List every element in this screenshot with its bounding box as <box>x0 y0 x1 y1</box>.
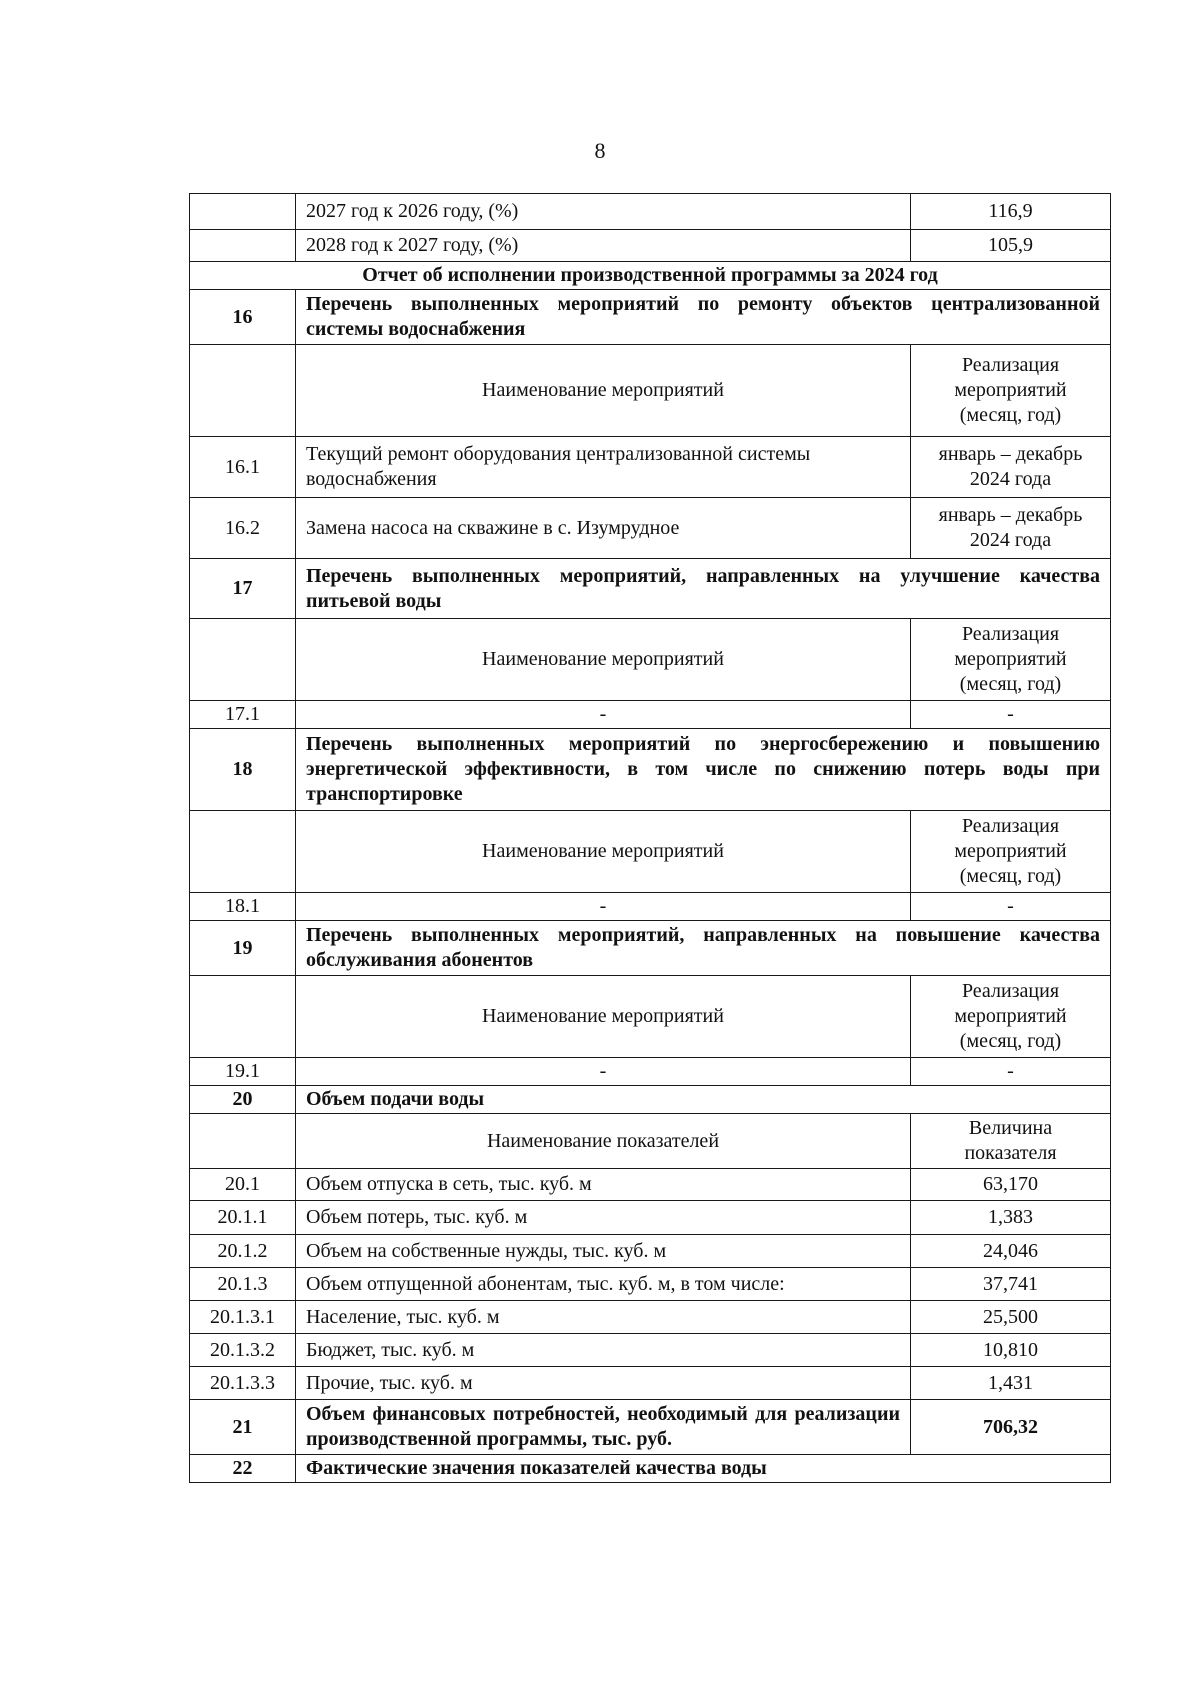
row-number: 20.1.3.3 <box>190 1367 296 1400</box>
section-number: 16 <box>190 290 296 345</box>
empty-realization: - <box>911 701 1111 729</box>
realization-header: Реализация мероприятий (месяц, год) <box>911 811 1111 893</box>
row-label: Прочие, тыс. куб. м <box>296 1367 911 1400</box>
section-row <box>190 1086 1111 1114</box>
table-row <box>190 701 1111 729</box>
section-row <box>190 1455 1111 1483</box>
row-value: январь – декабрь 2024 года <box>911 498 1111 559</box>
section-title: Перечень выполненных мероприятий по энергосбережению и повышению энергетической эффективности, в том числе по снижению потерь воды при транспортировке <box>296 729 1111 811</box>
section-number: 17 <box>190 559 296 619</box>
section-title: Объем финансовых потребностей, необходимый для реализации производственной программы, тыс. руб. <box>296 1400 911 1455</box>
row-number <box>190 1114 296 1169</box>
realization-header: Реализация мероприятий (месяц, год) <box>911 976 1111 1058</box>
row-value: 1,431 <box>911 1367 1111 1400</box>
row-value: январь – декабрь 2024 года <box>911 437 1111 498</box>
row-number <box>190 230 296 262</box>
row-number: 18.1 <box>190 893 296 921</box>
section-row <box>190 729 1111 811</box>
empty-event: - <box>296 1058 911 1086</box>
row-number <box>190 976 296 1058</box>
section-row <box>190 921 1111 976</box>
empty-event: - <box>296 893 911 921</box>
empty-realization: - <box>911 1058 1111 1086</box>
events-header: Наименование мероприятий <box>296 345 911 437</box>
header-row <box>190 345 1111 437</box>
financial-value: 706,32 <box>911 1400 1111 1455</box>
row-number <box>190 194 296 230</box>
row-label: Население, тыс. куб. м <box>296 1301 911 1334</box>
row-number: 20.1.2 <box>190 1235 296 1268</box>
section-number: 22 <box>190 1455 296 1483</box>
table-row <box>190 230 1111 262</box>
row-number: 20.1 <box>190 1169 296 1201</box>
row-label: Объем отпуска в сеть, тыс. куб. м <box>296 1169 911 1201</box>
header-row <box>190 1114 1111 1169</box>
program-table <box>189 193 1111 1483</box>
empty-event: - <box>296 701 911 729</box>
table-row <box>190 498 1111 559</box>
table-row <box>190 893 1111 921</box>
row-value: 24,046 <box>911 1235 1111 1268</box>
table-row <box>190 1201 1111 1235</box>
row-number: 20.1.1 <box>190 1201 296 1235</box>
section-number: 20 <box>190 1086 296 1114</box>
section-title: Перечень выполненных мероприятий по ремонту объектов централизованной системы водоснабжения <box>296 290 1111 345</box>
row-number: 20.1.3.1 <box>190 1301 296 1334</box>
row-value: 25,500 <box>911 1301 1111 1334</box>
row-number: 20.1.3.2 <box>190 1334 296 1367</box>
table-row <box>190 1058 1111 1086</box>
table-row <box>190 194 1111 230</box>
report-title-row <box>190 262 1111 290</box>
events-header: Наименование мероприятий <box>296 619 911 701</box>
section-title: Объем подачи воды <box>296 1086 1111 1114</box>
section-row <box>190 1400 1111 1455</box>
section-number: 18 <box>190 729 296 811</box>
page-number: 8 <box>594 138 606 163</box>
section-title: Фактические значения показателей качества воды <box>296 1455 1111 1483</box>
row-number: 20.1.3 <box>190 1268 296 1301</box>
indicators-header: Наименование показателей <box>296 1114 911 1169</box>
table-row <box>190 1235 1111 1268</box>
row-label: Объем на собственные нужды, тыс. куб. м <box>296 1235 911 1268</box>
section-title: Перечень выполненных мероприятий, направленных на улучшение качества питьевой воды <box>296 559 1111 619</box>
section-row <box>190 559 1111 619</box>
indicator-value-header: Величина показателя <box>911 1114 1111 1169</box>
realization-header: Реализация мероприятий (месяц, год) <box>911 619 1111 701</box>
row-value: 1,383 <box>911 1201 1111 1235</box>
table-row <box>190 437 1111 498</box>
header-row <box>190 976 1111 1058</box>
row-value: 116,9 <box>911 194 1111 230</box>
row-number <box>190 811 296 893</box>
row-label: 2027 год к 2026 году, (%) <box>296 194 911 230</box>
section-number: 21 <box>190 1400 296 1455</box>
row-label: Замена насоса на скважине в с. Изумрудное <box>296 498 911 559</box>
table-row <box>190 1367 1111 1400</box>
table-row <box>190 1334 1111 1367</box>
section-row <box>190 290 1111 345</box>
empty-realization: - <box>911 893 1111 921</box>
realization-header: Реализация мероприятий (месяц, год) <box>911 345 1111 437</box>
header-row <box>190 619 1111 701</box>
row-value: 37,741 <box>911 1268 1111 1301</box>
row-label: Объем потерь, тыс. куб. м <box>296 1201 911 1235</box>
table-row <box>190 1301 1111 1334</box>
row-label: Бюджет, тыс. куб. м <box>296 1334 911 1367</box>
events-header: Наименование мероприятий <box>296 811 911 893</box>
row-label: Текущий ремонт оборудования централизованной системы водоснабжения <box>296 437 911 498</box>
row-value: 63,170 <box>911 1169 1111 1201</box>
row-label: 2028 год к 2027 году, (%) <box>296 230 911 262</box>
section-title: Перечень выполненных мероприятий, направленных на повышение качества обслуживания абонентов <box>296 921 1111 976</box>
section-number: 19 <box>190 921 296 976</box>
row-value: 10,810 <box>911 1334 1111 1367</box>
row-number: 16.1 <box>190 437 296 498</box>
row-number: 17.1 <box>190 701 296 729</box>
header-row <box>190 811 1111 893</box>
report-title: Отчет об исполнении производственной программы за 2024 год <box>190 262 1111 290</box>
table-row <box>190 1169 1111 1201</box>
table-row <box>190 1268 1111 1301</box>
row-label: Объем отпущенной абонентам, тыс. куб. м, в том числе: <box>296 1268 911 1301</box>
row-number: 16.2 <box>190 498 296 559</box>
row-number <box>190 619 296 701</box>
row-number: 19.1 <box>190 1058 296 1086</box>
row-value: 105,9 <box>911 230 1111 262</box>
events-header: Наименование мероприятий <box>296 976 911 1058</box>
row-number <box>190 345 296 437</box>
